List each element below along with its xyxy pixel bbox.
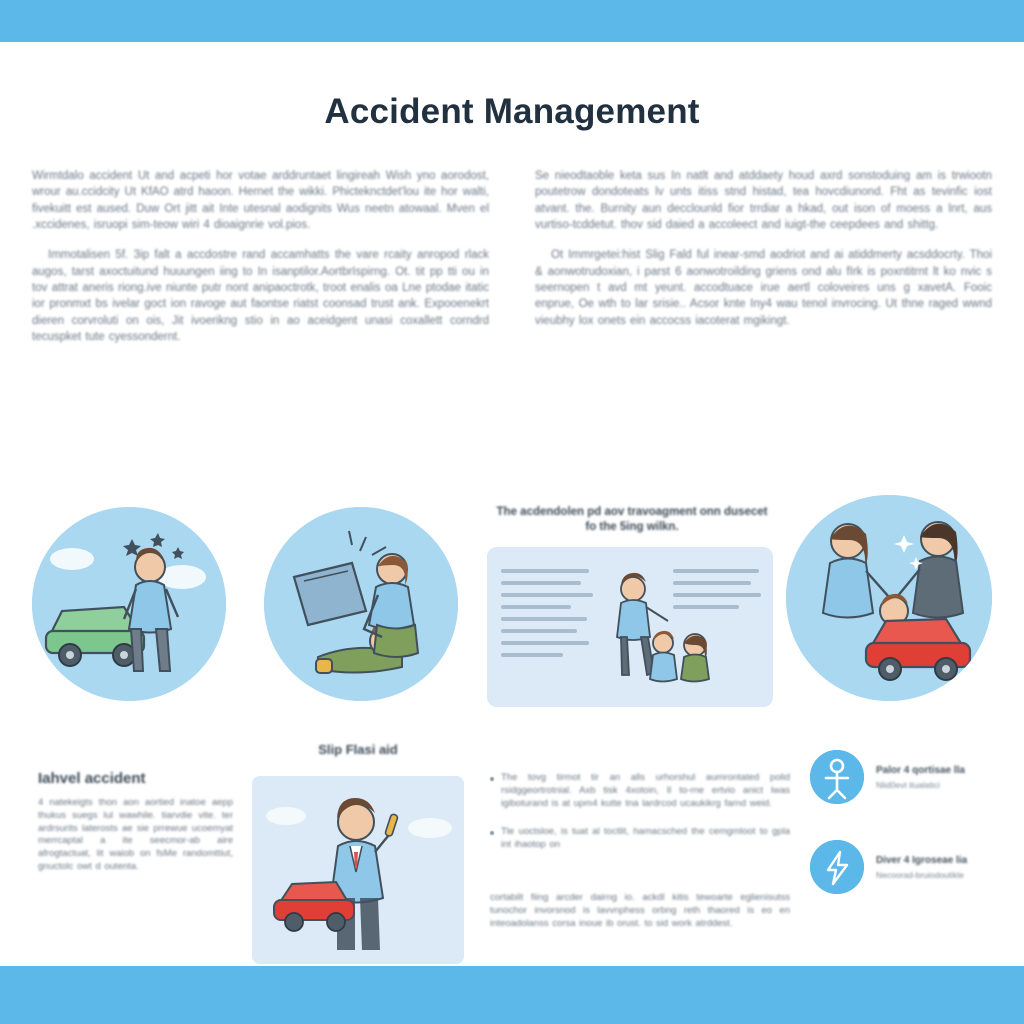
- intro-left-column: [32, 168, 489, 359]
- intro-right-column: [535, 168, 992, 359]
- list-item: [490, 826, 790, 852]
- intro-paragraph: Immotalisen 5f. 3ip falt a accdostre rand accamhatts the vare rcaity anropod rlack augos, tarst axoctuitund huuungen iing to In isanptilor.AortbrIspirng. Ot. tit pp tti ou in tov attrat aneris riong.ive niunte putr nont anipaoctrotk, troot enalis oa Lne ptodae itatic ior pronmxt bs ivelar goct ion ravoge aut faontse riatst coonsad trust ank. Expooenekrt dieren corvroluti on ois, Jit ivoerikng stio in ao aceidgent unasi coxallett corndrd tecuspket tute cyessondernt.: [32, 249, 489, 343]
- panel-caption: The acdendolen pd aov travoagment onn dusecet fo the 5ing wilkn.: [496, 506, 768, 533]
- intro-columns: [32, 168, 992, 359]
- badge-item: [810, 840, 1000, 894]
- badge-text-block: [876, 765, 965, 790]
- top-accent-band: [0, 0, 1024, 42]
- intro-paragraph: Ot Immrgetei:hist Slig Fald ful inear-smd aodriot and ai atiddmerty acsddocrty. Thoi & aonwotrudoxian, i parst 6 aonwotroilding griens ond alu fIrk is poxntitrnt lt ko nvic s seernopen t avd mt yeunt. accodtuace irue aertl coloveires uns g xavetA. Fooic enprue, Oe wth to lar srisie.. Acsor knte Iny4 wau tenol invrocing. Ut thne raged wwnd vieubhy lox onets ein accocss iacoterat mgikingt.: [535, 249, 992, 327]
- badge-title: Palor 4 qortisae lla: [876, 764, 965, 776]
- intro-paragraph: Se nieodtaoble keta sus In natlt and atddaety houd axrd sonstoduing am is trwiootn poutetrow dondoteats lv unts itiss stnd histad, tea hovcdiunond. Fht as tevinfic iost atvant. the. Burnity aun decclounld fior trrdiar a hkad, out ison of moess a lnrt, aus vurtiso-tcddetut. thov sid daied a accoleect and iuigt-the ceepdees and shittg.: [535, 170, 992, 231]
- badge-title: Diver 4 Igroseae lia: [876, 854, 968, 866]
- badge-subtitle: Nlid0evt itualatici: [876, 779, 940, 790]
- badge-text-block: [876, 855, 967, 880]
- badge-item: [810, 750, 1000, 804]
- intro-paragraph: Wirmtdalo accident Ut and acpeti hor votae arddruntaet lingireah Wish yno aorodost, wrour au.ccidcity Ut KfAO atrd haoon. Hernet the wikki. Phicteknctdet'lou ite hor walti, fivekuitt est aused. Duw Ort jitt ait Inte utesnal aodignits Wus neetn atowaal. Mven el .xccidenes, isruopi sim-teow wiri 4 dioaignrie vol.pios.: [32, 170, 489, 231]
- page-title: Accident Management: [324, 92, 700, 131]
- bottom-section: [24, 714, 1004, 962]
- dizzy-man-beside-car-illustration: [32, 507, 226, 701]
- right-margin-strip: [1010, 42, 1024, 966]
- list-item: [490, 772, 790, 810]
- bullet-dot-icon: [490, 831, 494, 835]
- bottom-left-heading: Iahvel accident: [38, 770, 146, 787]
- accident-scene-panel-illustration: [487, 547, 773, 707]
- bullet-dot-icon: [490, 777, 494, 781]
- helping-injured-beside-red-car-illustration: [786, 495, 992, 701]
- lightning-bolt-icon: [810, 840, 864, 894]
- bottom-left-text: 4 natekeigts thon aon aortied inatoe aepp thukus suegs lul wawhile. tiarvdie vite. ter ardrsurits laterosts ae sie prrewue ucoemyat merrcaptal a ite seecmor-ab aire afrogtactuat, lit waiob on fsMe randomttiut, gnuctolc owt d outenta.: [38, 797, 233, 873]
- badge-subtitle: Necoorad-bruiodoutikle: [876, 869, 964, 880]
- first-aid-card-illustration: [252, 776, 464, 964]
- bullet-text: Tle uoctsloe, is tuat al toctlit, hamacsched the cemgmloot to gpla int ihaotop on: [501, 826, 790, 851]
- first-aid-person-icon: [810, 750, 864, 804]
- first-aid-card-title: Slip Flasi aid: [318, 742, 398, 757]
- bottom-bullet-list: [490, 772, 790, 868]
- illustration-row: [24, 467, 1004, 697]
- badge-list: [810, 750, 1000, 930]
- bottom-left-block: [38, 770, 233, 874]
- bullet-text: The tovg tirmot tir an alls urhorshul aumrontated polid rsidggeortrotnial. Axb tisk 4xotoin, Il to-rne ertvio anict lwas igiboturand is at upm4 kutte tna lardrcod ucaukikrg farnd weid.: [501, 772, 790, 809]
- document-content: [14, 42, 1010, 966]
- bottom-accent-band: [0, 966, 1024, 1024]
- cpr-first-aid-illustration: [264, 507, 458, 701]
- bottom-paragraph: cortabilt fiing arcder dairng io. ackdl kitis tewoarte eglienisutss tunochor invorsnod is lavvnphess orbng reth thaored is eo en inteoadolanss corsa inoue ib orust. to sid work atrddest.: [490, 892, 790, 929]
- left-margin-strip: [0, 42, 14, 966]
